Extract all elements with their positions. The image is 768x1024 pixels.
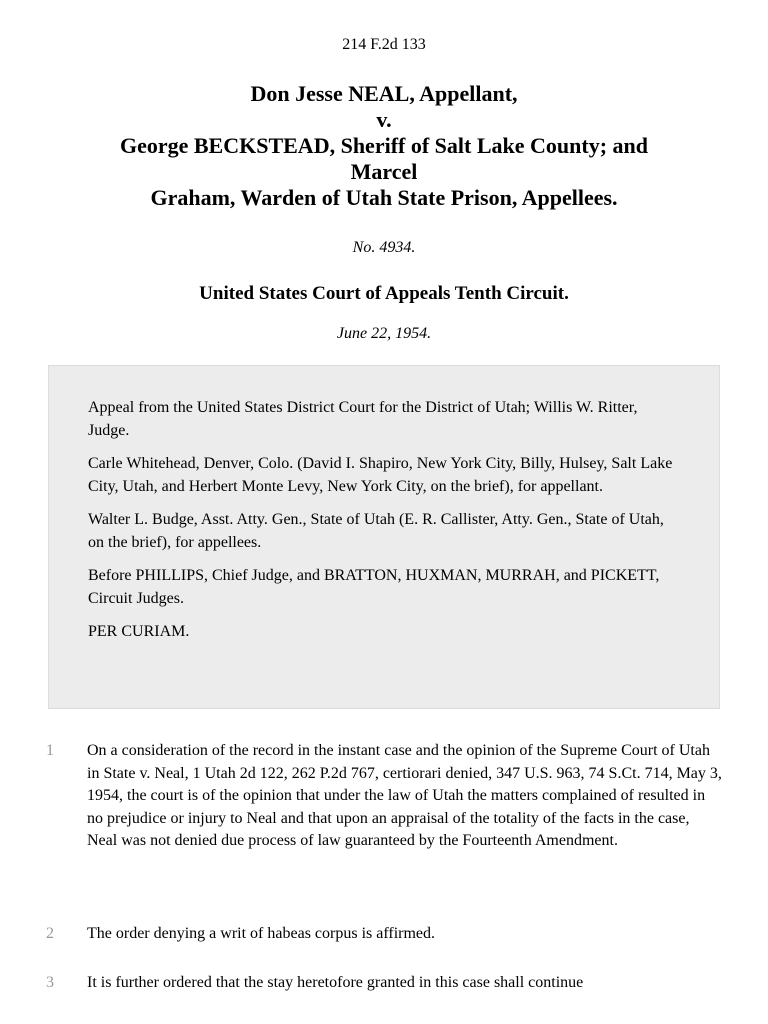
citation: 214 F.2d 133 xyxy=(342,36,426,53)
title-line: Marcel xyxy=(350,159,418,184)
paragraph-number: 3 xyxy=(46,974,54,991)
summary-paragraph: Before PHILLIPS, Chief Judge, and BRATTON, HUXMAN, MURRAH, and PICKETT, Circuit Judges. xyxy=(88,567,660,607)
decision-date: June 22, 1954. xyxy=(336,325,432,342)
summary-paragraph: Appeal from the United States District Court for the District of Utah; Willis W. Ritter, Judge. xyxy=(88,399,638,439)
title-line: v. xyxy=(376,107,392,132)
title-line: Graham, Warden of Utah State Prison, Appellees. xyxy=(150,185,618,210)
title-line: George BECKSTEAD, Sheriff of Salt Lake County; and xyxy=(119,133,649,158)
docket-number: No. 4934. xyxy=(352,239,416,256)
paragraph-number: 2 xyxy=(46,925,54,942)
case-summary-box xyxy=(48,365,720,709)
paragraph-text: It is further ordered that the stay heretofore granted in this case shall continue xyxy=(87,974,584,991)
title-line: Don Jesse NEAL, Appellant, xyxy=(250,81,518,106)
paragraph-text: On a consideration of the record in the instant case and the opinion of the Supreme Court of Utah in State v. Neal, 1 Utah 2d 122, 262 P.2d 767, certiorari denied, 347 U.S. 963, 74 S.Ct. 714, May 3, 1954, the court is of the opinion that under the law of Utah the matters complained of resulted in no prejudice or injury to Neal and that upon an appraisal of the totality of the facts in the case, Neal was not denied due process of law guaranteed by the Fourteenth Amendment. xyxy=(87,742,722,849)
paragraph-text: The order denying a writ of habeas corpus is affirmed. xyxy=(87,925,436,942)
paragraph-number: 1 xyxy=(46,742,54,759)
case-title xyxy=(60,81,708,211)
summary-paragraph: PER CURIAM. xyxy=(88,623,190,640)
summary-paragraph: Carle Whitehead, Denver, Colo. (David I. Shapiro, New York City, Billy, Hulsey, Salt Lake City, Utah, and Herbert Monte Levy, New York City, on the brief), for appellant. xyxy=(88,455,673,495)
summary-paragraph: Walter L. Budge, Asst. Atty. Gen., State of Utah (E. R. Callister, Atty. Gen., State of Utah, on the brief), for appellees. xyxy=(88,511,664,551)
court-name: United States Court of Appeals Tenth Circuit. xyxy=(199,283,569,304)
